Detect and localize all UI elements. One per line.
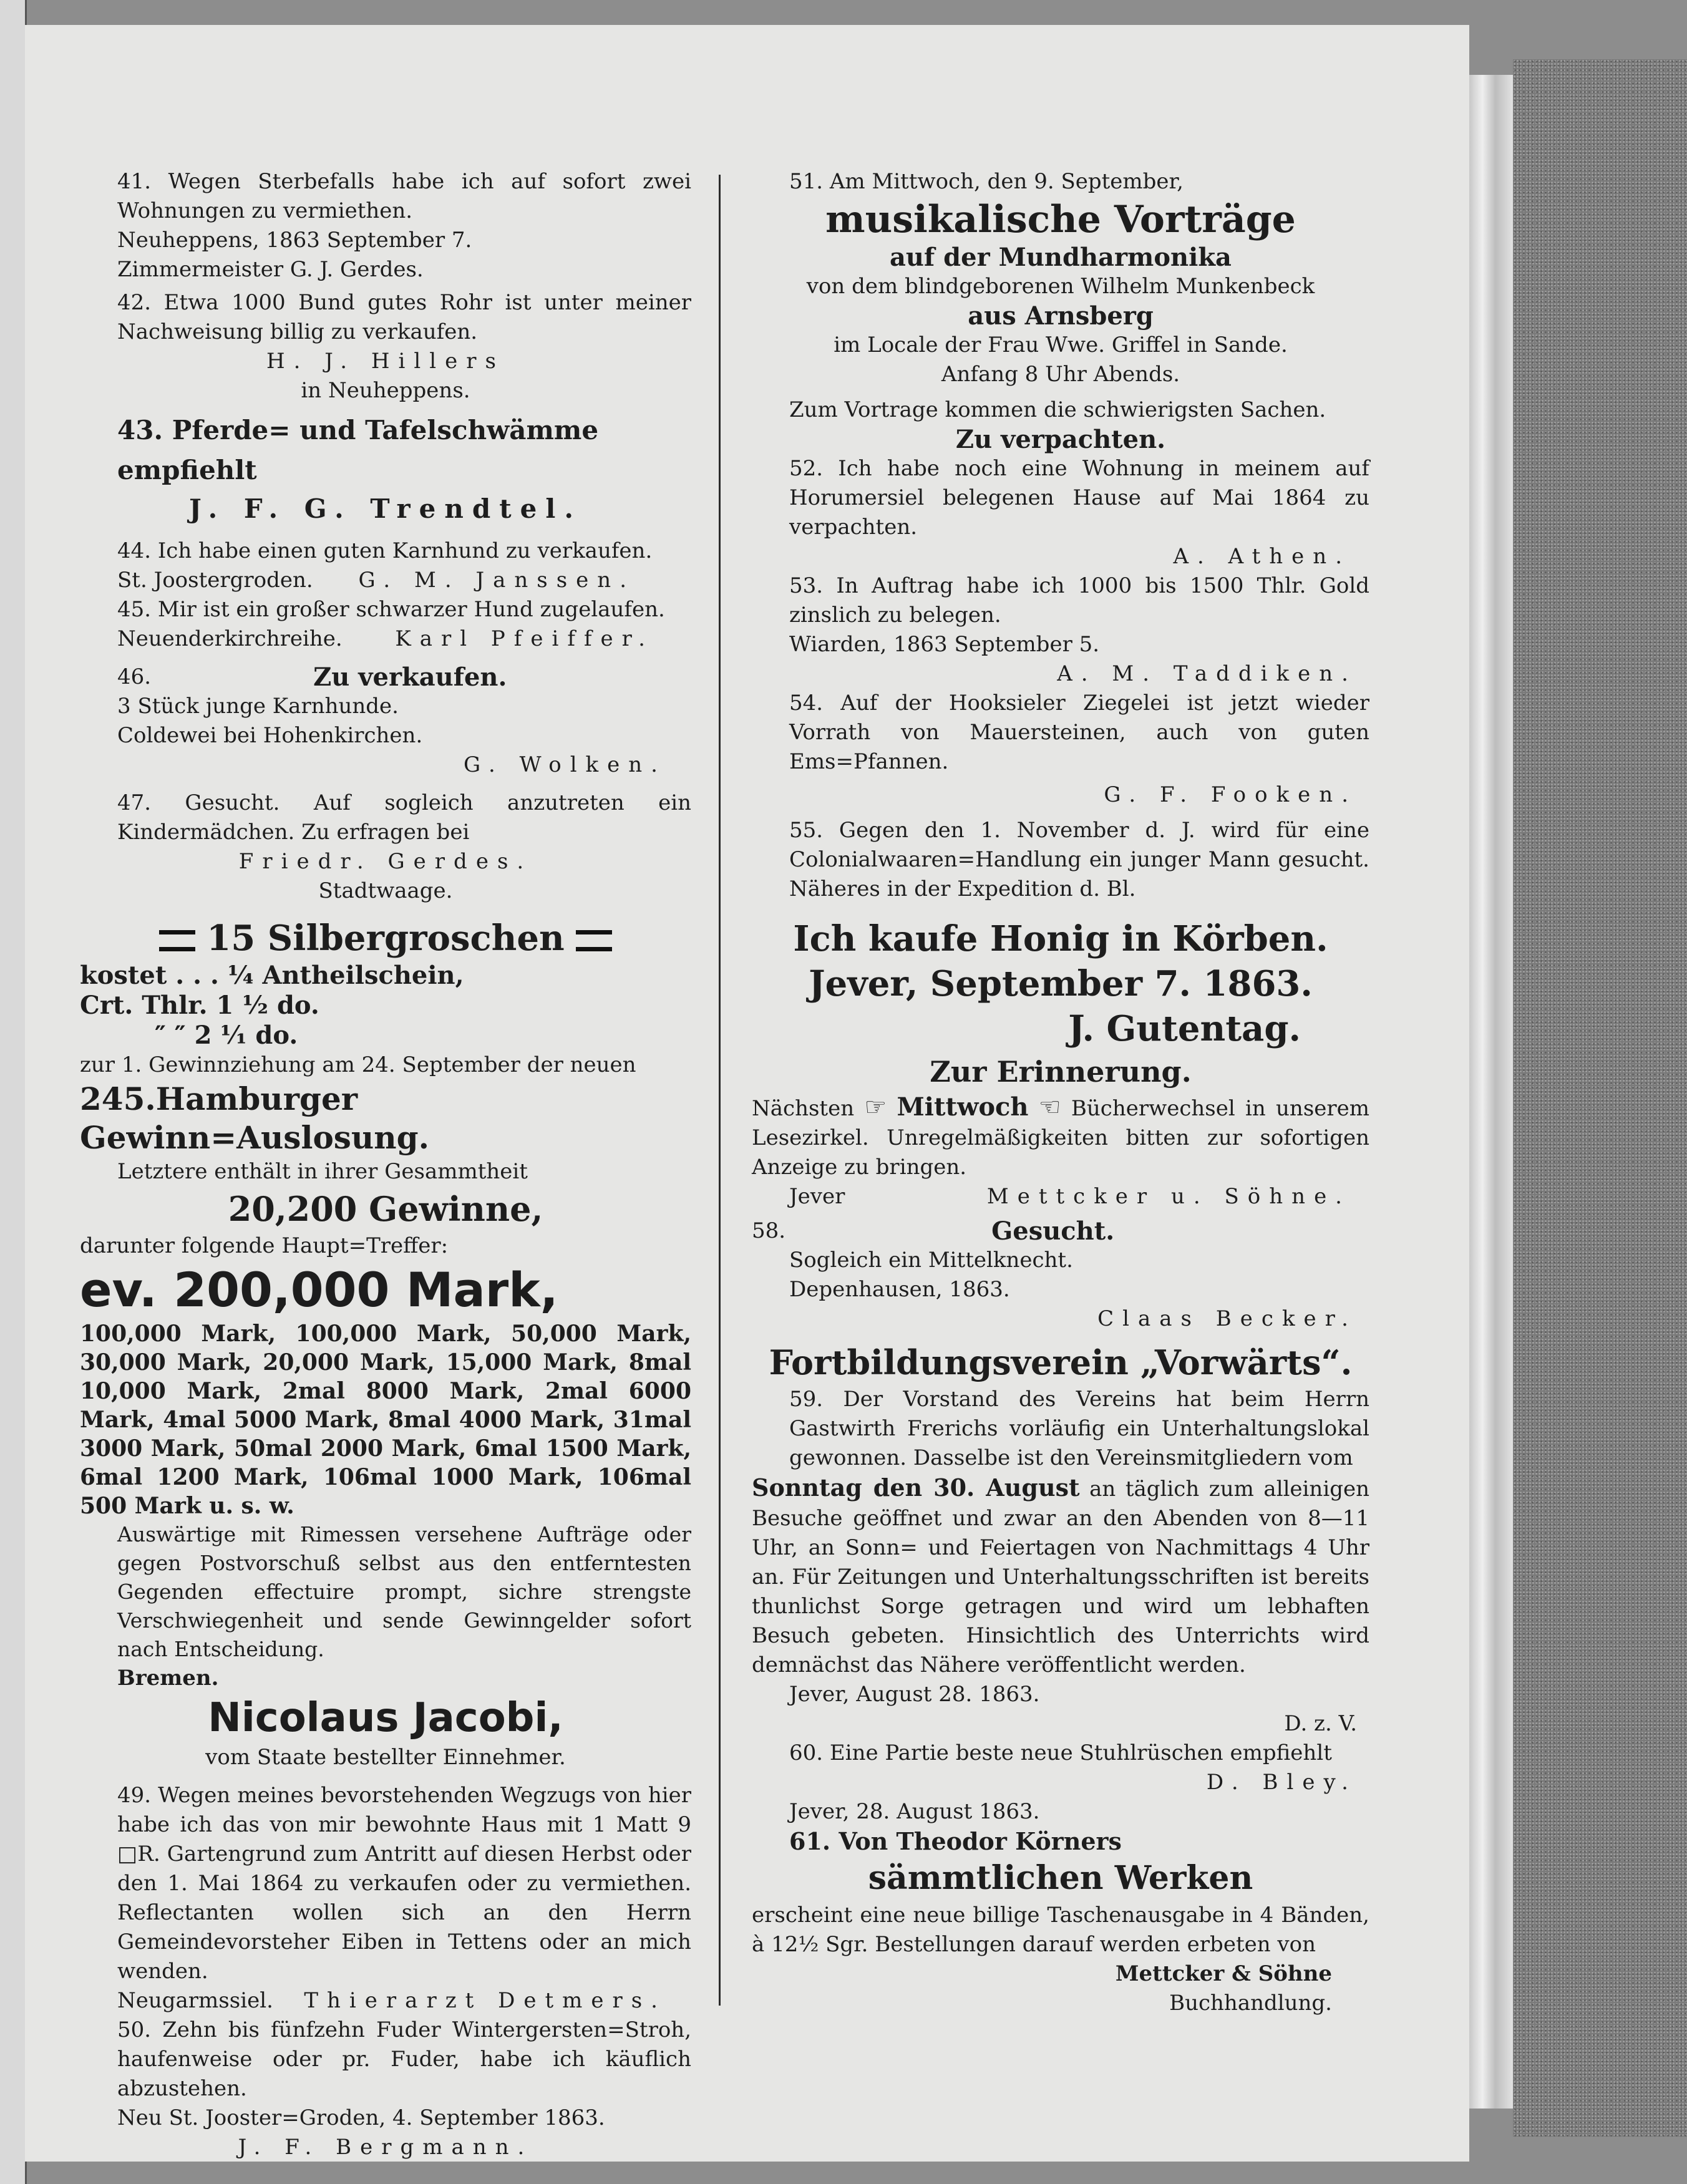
- reminder-heading: Zur Erinnerung.: [930, 1055, 1192, 1089]
- ad-42: 42. Etwa 1000 Bund gutes Rohr ist unter meiner Nachweisung billig zu verkaufen.: [117, 290, 691, 344]
- agent-name: Nicolaus Jacobi,: [208, 1695, 563, 1741]
- heavy-rule-icon: [159, 930, 195, 951]
- heavy-rule-icon: [576, 930, 612, 951]
- column-divider: [719, 175, 721, 2006]
- ad-41: 41. Wegen Sterbefalls habe ich auf sofort zwei Wohnungen zu vermiethen.: [117, 169, 691, 223]
- association-heading: Fortbildungsverein „Vorwärts“.: [769, 1342, 1353, 1382]
- reading-circle-notice: Nächsten ☞ Mittwoch ☜ Bücherwechsel in unserem Lesezirkel. Unregelmäßigkeiten bitten zur sofortigen Anzeige zu bringen.: [752, 1092, 1370, 1180]
- ad-53: 53. In Auftrag habe ich 1000 bis 1500 Thlr. Gold zinslich zu belegen.: [789, 573, 1369, 628]
- page-stack-edge: [1469, 75, 1515, 2109]
- ad-60: 60. Eine Partie beste neue Stuhlrüschen empfiehlt: [789, 1740, 1332, 1765]
- ad-58: 58. Gesucht.: [752, 1216, 1115, 1246]
- ad-61: 61. Von Theodor Körners: [789, 1827, 1122, 1855]
- ad-55: 55. Gegen den 1. November d. J. wird für eine Colonialwaaren=Handlung ein junger Mann gesucht. Näheres in der Expedition d. Bl.: [789, 818, 1369, 901]
- book-cover: [1513, 59, 1687, 2137]
- ad-51: 51. Am Mittwoch, den 9. September,: [789, 169, 1184, 194]
- ad-46: 46. Zu verkaufen.: [117, 662, 507, 692]
- ad-47: 47. Gesucht. Auf sogleich anzutreten ein Kindermädchen. Zu erfragen bei: [117, 790, 691, 845]
- right-column: 51. Am Mittwoch, den 9. September, musikalische Vorträge auf der Mundharmonika von dem blindgeborenen Wilhelm Munkenbeck aus Arnsberg im Locale der Frau Wwe. Griffel in Sande. Anfang 8 Uhr Abends. Zum Vortrage kommen die schwierigsten Sachen. Zu verpachten. 52. Ich habe noch eine Wohnung in meinem auf Horumersiel belegenen Hause auf Mai 1864 zu verpachten. A. Athen. 53. In Auftrag habe ich 1000 bis 1500 Thlr. Gold zinslich zu belegen. Wiarden, 1863 September 5. A. M. Taddiken. 54. Auf der Hooksieler Ziegelei ist jetzt wieder Vorrath von Mauersteinen, auch von guten Ems=Pfannen. G. F. Fooken. 55. Gegen den 1. November d. J. wird für eine Colonialwaaren=Handlung ein junger Mann gesucht. Näheres in der Expedition d. Bl. Ich kaufe Honig in Körben. Jever, September 7. 1863. J. Gutentag. Zur Erinnerung. Nächsten ☞ Mittwoch ☜ Bücherwechsel in unserem Lesezirkel. Unregelmäßigkeiten bitten zur sofortigen Anzeige zu bringen. Jever Mettcker u. Söhne. 58. Gesucht. Sogleich ein Mittelknecht. Depenhausen, 1863. Claas Becker. Fortbildungsverein „Vorwärts“. 59. Der Vorstand des Vereins hat beim Herrn Gastwirth Frerichs vorläufig ein Unterhaltungslokal gewonnen. Dasselbe ist den Vereinsmitgliedern vom Sonntag den 30. August an täglich zum alleinigen Besuche geöffnet und zwar an den Abenden von 8—11 Uhr, an Sonn= und Feiertagen von Nachmittags 4 Uhr an. Für Zeitungen und Unterhaltungsschriften ist bereits thunlichst Sorge getragen und wird um lebhaften Besuch gebeten. Hinsichtlich des Unterrichts wird demnächst das Nähere veröffentlicht werden. Jever, August 28. 1863. D. z. V. 60. Eine Partie beste neue Stuhlrüschen empfiehlt D. Bley. Jever, 28. August 1863. 61. Von Theodor Körners sämmtlichen Werken erscheint eine neue billige Taschenausgabe in 4 Bänden, à 12½ Sgr. Bestellungen darauf werden erbeten von Mettcker & Söhne Buchhandlung.: [752, 167, 1369, 2018]
- prize-list: 100,000 Mark, 100,000 Mark, 50,000 Mark, 30,000 Mark, 20,000 Mark, 15,000 Mark, 8mal 10,000 Mark, 2mal 8000 Mark, 2mal 6000 Mark, 4mal 5000 Mark, 8mal 4000 Mark, 31mal 3000 Mark, 50mal 2000 Mark, 6mal 1500 Mark, 6mal 1200 Mark, 106mal 1000 Mark, 106mal 500 Mark u. s. w.: [80, 1321, 691, 1519]
- lottery-headline: 15 Silbergroschen: [80, 916, 691, 961]
- previous-page-edge: [0, 0, 27, 2184]
- ad-49: 49. Wegen meines bevorstehenden Wegzugs von hier habe ich das von mir bewohnte Haus mit 1 Matt 9 □R. Gartengrund zum Antritt auf diesen Herbst oder den 1. Mai 1864 zu verkaufen oder zu vermiethen. Reflectanten wollen sich an den Herrn Gemeindevorsteher Eiben in Tettens oder an mich wenden.: [117, 1783, 691, 1984]
- ad-44: 44. Ich habe einen guten Karnhund zu verkaufen.: [117, 538, 653, 563]
- ad-45: 45. Mir ist ein großer schwarzer Hund zugelaufen.: [117, 597, 665, 622]
- ad-43: 43. Pferde= und Tafelschwämme empfiehlt: [117, 415, 599, 485]
- pointing-hand-right-icon: ☞: [864, 1093, 887, 1122]
- ad-52: 52. Ich habe noch eine Wohnung in meinem auf Horumersiel belegenen Hause auf Mai 1864 zu verpachten.: [789, 456, 1369, 540]
- ad-59: 59. Der Vorstand des Vereins hat beim Herrn Gastwirth Frerichs vorläufig ein Unterhaltungslokal gewonnen. Dasselbe ist den Vereinsmitgliedern vom: [789, 1387, 1369, 1470]
- honey-ad: Ich kaufe Honig in Körben.: [793, 918, 1328, 959]
- left-column: 41. Wegen Sterbefalls habe ich auf sofort zwei Wohnungen zu vermiethen. Neuheppens, 1863 September 7. Zimmermeister G. J. Gerdes. 42. Etwa 1000 Bund gutes Rohr ist unter meiner Nachweisung billig zu verkaufen. H. J. Hillers in Neuheppens. 43. Pferde= und Tafelschwämme empfiehlt J. F. G. Trendtel. 44. Ich habe einen guten Karnhund zu verkaufen. St. Joostergroden. G. M. Janssen. 45. Mir ist ein großer schwarzer Hund zugelaufen. Neuenderkirchreihe. Karl Pfeiffer. 46. Zu verkaufen. 3 Stück junge Karnhunde. Coldewei bei Hohenkirchen. G. Wolken. 47. Gesucht. Auf sogleich anzutreten ein Kindermädchen. Zu erfragen bei Friedr. Gerdes. Stadtwaage. 15 Silbergroschen kostet . . . ¼ Antheilschein, Crt. Thlr. 1 ½ do. ″ ″ 2 ⅟₁ do. zur 1. Gewinnziehung am 24. September der neuen 245.Hamburger Gewinn=Auslosung. Letztere enthält in ihrer Gesammtheit 20,200 Gewinne, darunter folgende Haupt=Treffer: ev. 200,000 Mark, 100,000 Mark, 100,000 Mark, 50,000 Mark, 30,000 Mark, 20,000 Mark, 15,000 Mark, 8mal 10,000 Mark, 2mal 8000 Mark, 2mal 6000 Mark, 4mal 5000 Mark, 8mal 4000 Mark, 31mal 3000 Mark, 50mal 2000 Mark, 6mal 1500 Mark, 6mal 1200 Mark, 106mal 1000 Mark, 106mal 500 Mark u. s. w. Auswärtige mit Rimessen versehene Aufträge oder gegen Postvorschuß selbst aus den entferntesten Gegenden effectuire prompt, sichre strengste Verschwiegenheit und sende Gewinngelder sofort nach Entscheidung. Bremen. Nicolaus Jacobi, vom Staate bestellter Einnehmer. 49. Wegen meines bevorstehenden Wegzugs von hier habe ich das von mir bewohnte Haus mit 1 Matt 9 □R. Gartengrund zum Antritt auf diesen Herbst oder den 1. Mai 1864 zu verkaufen oder zu vermiethen. Reflectanten wollen sich an den Herrn Gemeindevorsteher Eiben in Tettens oder an mich wenden. Neugarmssiel. Thierarzt Detmers. 50. Zehn bis fünfzehn Fuder Wintergersten=Stroh, haufenweise oder pr. Fuder, habe ich käuflich abzustehen. Neu St. Jooster=Groden, 4. September 1863. J. F. Bergmann.: [80, 167, 691, 2162]
- pointing-hand-left-icon: ☜: [1038, 1093, 1061, 1122]
- ad-54: 54. Auf der Hooksieler Ziegelei ist jetzt wieder Vorrath von Mauersteinen, auch von guten Ems=Pfannen.: [789, 691, 1369, 774]
- ad-50: 50. Zehn bis fünfzehn Fuder Wintergersten=Stroh, haufenweise oder pr. Fuder, habe ich käuflich abzustehen.: [117, 2017, 691, 2101]
- top-prize: ev. 200,000 Mark,: [80, 1262, 558, 1318]
